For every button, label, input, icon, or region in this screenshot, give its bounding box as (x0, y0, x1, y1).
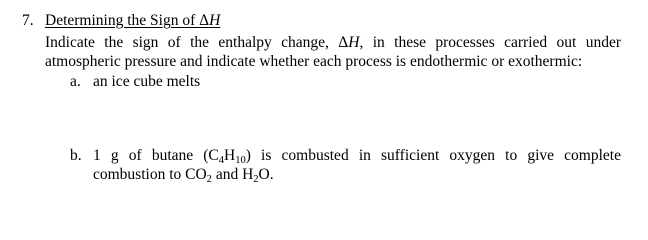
part-a-text: an ice cube melts (93, 73, 201, 90)
butane-hydrogen: H (224, 147, 236, 164)
part-b-text-start: 1 g of butane (C (93, 147, 219, 164)
h2o-subscript: 2 (253, 173, 259, 185)
question-title (45, 11, 220, 30)
instruction-text-end: , in these processes carried out under (359, 34, 622, 51)
part-b-text-end: ) is combusted in sufficient oxygen to give complete (245, 147, 621, 164)
co2-subscript: 2 (206, 173, 212, 185)
instruction-line-1 (45, 33, 621, 52)
instruction-text-start: Indicate the sign of the enthalpy change, Δ (45, 34, 349, 51)
butane-carbon-subscript: 4 (218, 154, 225, 166)
part-b-line2-mid: and H (211, 166, 254, 183)
enthalpy-symbol: H (209, 12, 221, 29)
question-title-text: Determining the Sign of Δ (45, 12, 210, 29)
part-b-line-1 (93, 146, 621, 165)
instruction-enthalpy-symbol: H (348, 34, 360, 51)
part-a-marker: a. (70, 73, 81, 90)
instruction-line-2: atmospheric pressure and indicate whether each process is endothermic or exothermic: (45, 53, 583, 70)
part-b-line2-end: O. (258, 166, 274, 183)
question-number: 7. (22, 12, 34, 29)
butane-hydrogen-subscript: 10 (235, 154, 246, 166)
part-b-line2-start: combustion to CO (93, 166, 207, 183)
part-b-marker: b. (70, 147, 82, 164)
part-b-line-2 (93, 165, 274, 184)
